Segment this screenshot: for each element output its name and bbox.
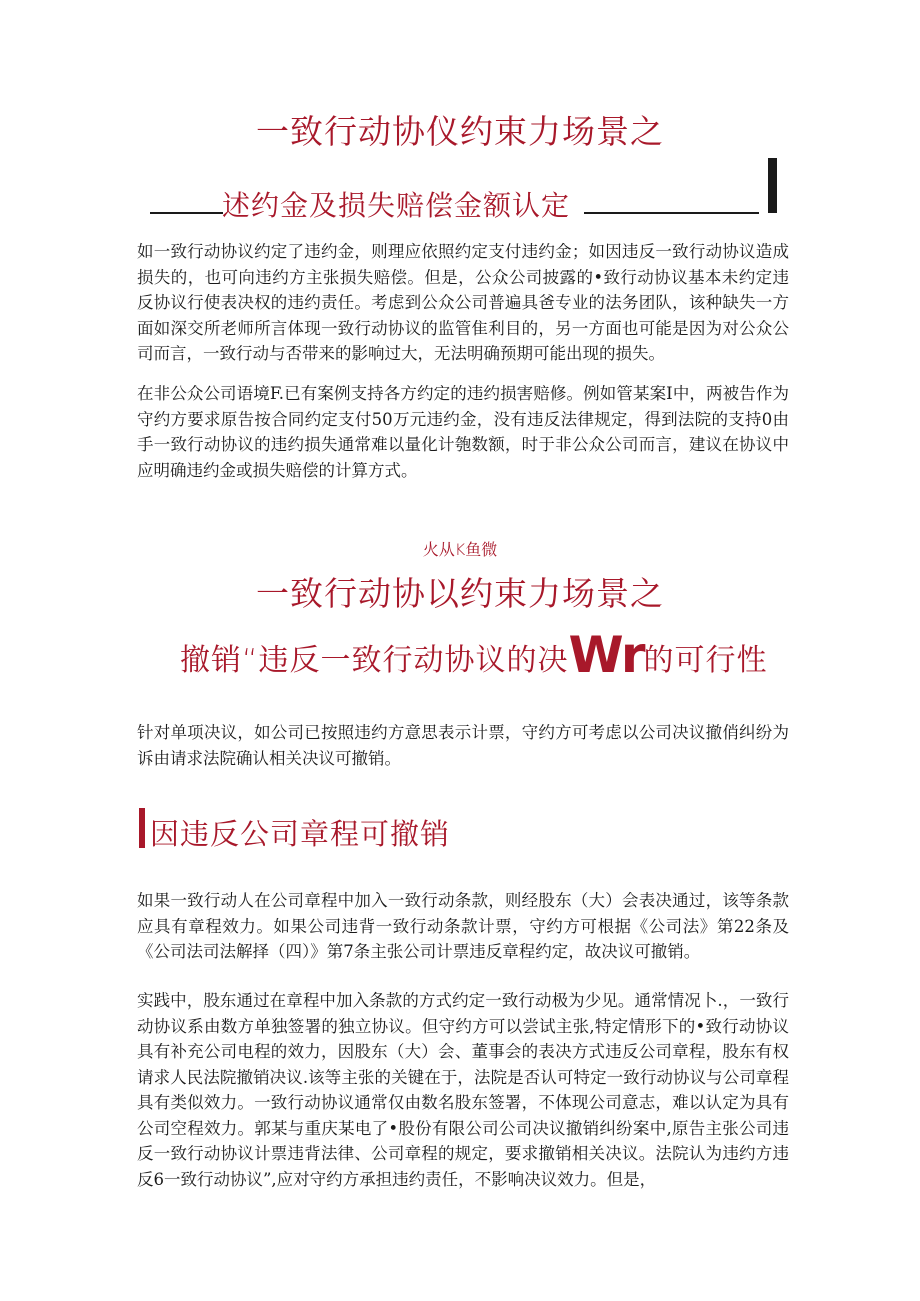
section3-paragraph-2: 实践中，股东通过在章程中加入条款的方式约定一致行动极为少见。通常情况卜.，一致行动协议系由数方单独签署的独立协议。但守约方可以尝试主张,特定情形下的•致行动协议具有补充公司电程的效力，因股东（大）会、董事会的表决方式违反公司章程，股东有权请求人民法院撤销决议.该等主张的关键在于，法院是否认可特定一致行动协议与公司章程具有类似效力。一致行动协议通常仅由数名股东签署，不体现公司意志，难以认定为具有公司空程效力。郭某与重庆某电了•股份有限公司公司决议撤销纠纷案中,原告主张公司违反一致行动协议计票违背法律、公司章程的规定，要求撤销相关决议。法院认为违约方违反6一致行动协议”,应对守约方承担违约责任，不影响决议效力。但是， [137,991,789,1189]
section1-title-line1: 一致行动协仪约束力场景之 [256,112,664,151]
section2-title-line2 [180,626,767,684]
section1-title-line2: 述约金及损失赔偿金额认定 [222,189,571,222]
section3-title-bar [139,808,145,848]
section2-title-line1: 一致行动协以约束力场景之 [256,574,664,613]
section1-paragraph-2: 在非公众公司语境F.已有案例支持各方约定的违约损害赔修。例如管某案I中，两被告作为守约方要求原告按合同约定支付50万元违约金，没有违反法律规定，得到法院的支持0由手一致行动协议的违约损失通常难以量化计匏数额，时于非公众公司而言，建议在协议中应明确违约金或损失赔偿的计算方式。 [137,384,789,480]
section3-paragraph-1: 如果一致行动人在公司章程中加入一致行动条款，则经股东（大）会表决通过，该等条款应具有章程效力。如果公司违背一致行动条款计票，守约方可根据《公司法》第22条及《公司法司法解择（四）》第7条主张公司计票违反章程约定，故决议可撤销。 [137,891,789,961]
section2-title-line2-suffix: 的可行性 [643,643,768,678]
section1-paragraph-1: 如一致行动协议约定了违约金，则理应依照约定支付违约金；如因违反一致行动协议造成损失的，也可向违约方主张损失赔偿。但是，公众公司披露的•致行动协议基本未约定违反协议行使表决权的违约责任。考虑到公众公司普遍具爸专业的法务团队，该种缺失一方面如深交所老师所言体现一致行动协议的监管隹利目的，另一方面也可能是因为对公众公司而言，一致行动与否带来的影响过大，无法明确预期可能出现的损失。 [137,242,789,363]
section2-label: 火从K鱼微 [422,540,498,559]
title-underline-right [584,212,759,214]
section3-title: 因违反公司章程可撤销 [150,817,451,851]
title-vertical-bar [768,158,777,213]
section2-paragraph-1: 针对单项决议，如公司已按照违约方意思表示计票，守约方可考虑以公司决议撤俏纠纷为诉由请求法院确认相关决议可撤销。 [137,723,789,768]
title-underline-left [150,212,223,214]
section2-title-line2-prefix: 撤销“违反一致行动协议的决 [180,643,569,678]
section2-title-line2-big: Wr [568,626,644,684]
